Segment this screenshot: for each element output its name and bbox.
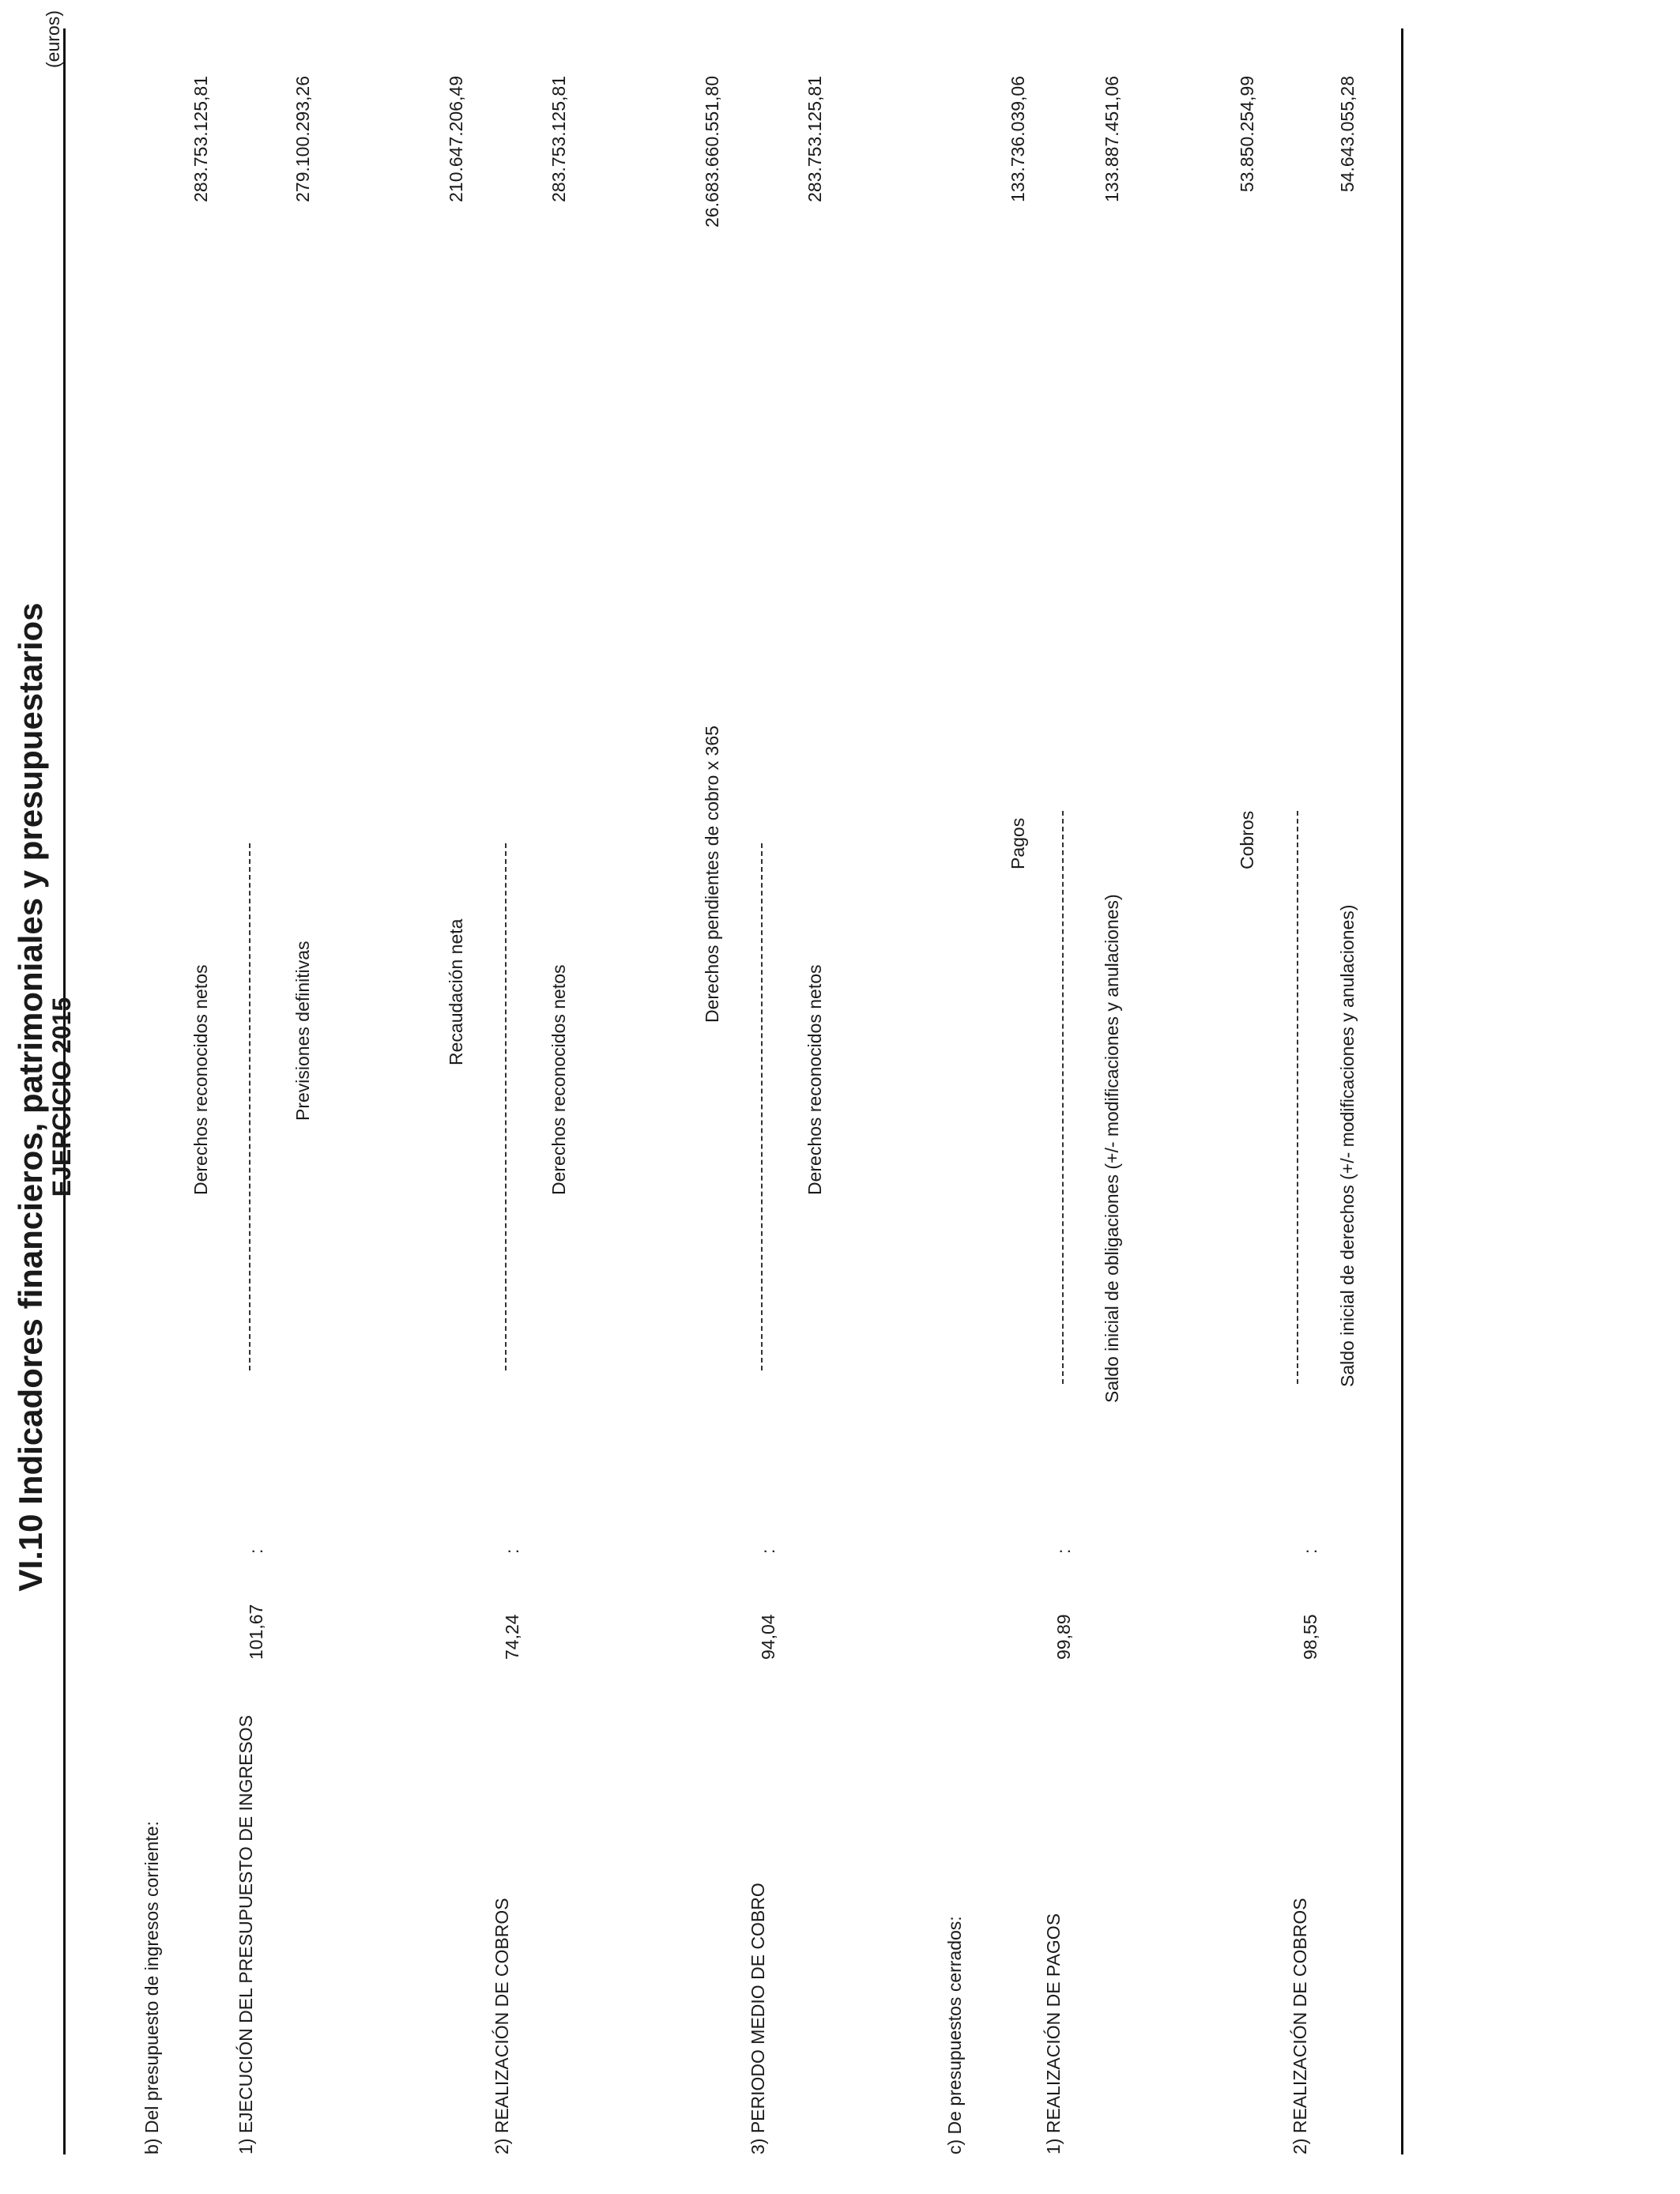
denominator-amount: 279.100.293,26 <box>292 76 313 202</box>
fraction-line <box>761 843 763 1370</box>
fraction-line <box>1062 811 1064 1384</box>
indicator-numerator: Derechos reconocidos netos <box>190 964 211 1195</box>
indicator-colon: : <box>1300 1548 1320 1554</box>
indicator-denominator: Derechos reconocidos netos <box>804 964 825 1195</box>
denominator-amount: 54.643.055,28 <box>1337 76 1358 193</box>
indicator-value: 101,67 <box>246 1604 266 1660</box>
numerator-amount: 133.736.039,06 <box>1008 76 1028 202</box>
indicator-numerator: Pagos <box>1008 817 1028 869</box>
indicator-value: 98,55 <box>1300 1614 1320 1660</box>
indicator-colon: : <box>1053 1548 1074 1554</box>
numerator-amount: 53.850.254,99 <box>1237 76 1257 193</box>
indicator-label: 1) REALIZACIÓN DE PAGOS <box>1043 1913 1064 2154</box>
indicator-label: 2) REALIZACIÓN DE COBROS <box>1290 1898 1310 2154</box>
section-c-heading: c) De presupuestos cerrados: <box>944 1916 965 2154</box>
denominator-amount: 283.753.125,81 <box>548 76 569 202</box>
denominator-amount: 283.753.125,81 <box>804 76 825 202</box>
numerator-amount: 283.753.125,81 <box>190 76 211 202</box>
indicator-label: 2) REALIZACIÓN DE COBROS <box>492 1898 512 2154</box>
indicator-numerator: Recaudación neta <box>446 918 466 1065</box>
indicator-value: 99,89 <box>1053 1614 1074 1660</box>
bottom-rule <box>1401 28 1403 2154</box>
indicator-numerator: Cobros <box>1237 810 1257 869</box>
indicator-numerator: Derechos pendientes de cobro x 365 <box>702 726 722 1023</box>
numerator-amount: 26.683.660.551,80 <box>702 76 722 228</box>
fraction-line <box>1297 811 1298 1384</box>
indicator-denominator: Saldo inicial de derechos (+/- modificaciones y anulaciones) <box>1337 904 1358 1387</box>
numerator-amount: 210.647.206,49 <box>446 76 466 202</box>
page-subtitle: EJERCICIO 2015 <box>47 997 76 1197</box>
page-title: VI.10 Indicadores financieros, patrimoniales y presupuestarios <box>12 602 49 1592</box>
indicator-value: 94,04 <box>758 1614 778 1660</box>
indicator-colon: : <box>246 1548 266 1554</box>
indicator-value: 74,24 <box>502 1614 522 1660</box>
unit-label: (euros) <box>43 10 63 68</box>
denominator-amount: 133.887.451,06 <box>1102 76 1122 202</box>
indicator-colon: : <box>758 1548 778 1554</box>
indicator-denominator: Derechos reconocidos netos <box>548 964 569 1195</box>
fraction-line <box>249 843 250 1370</box>
indicator-denominator: Previsiones definitivas <box>292 941 313 1121</box>
fraction-line <box>505 843 507 1370</box>
indicator-label: 3) PERIODO MEDIO DE COBRO <box>748 1883 768 2154</box>
indicator-colon: : <box>502 1548 522 1554</box>
indicator-denominator: Saldo inicial de obligaciones (+/- modificaciones y anulaciones) <box>1102 894 1122 1403</box>
section-b-heading: b) Del presupuesto de ingresos corriente: <box>141 1821 162 2154</box>
indicator-label: 1) EJECUCIÓN DEL PRESUPUESTO DE INGRESOS <box>235 1715 256 2154</box>
